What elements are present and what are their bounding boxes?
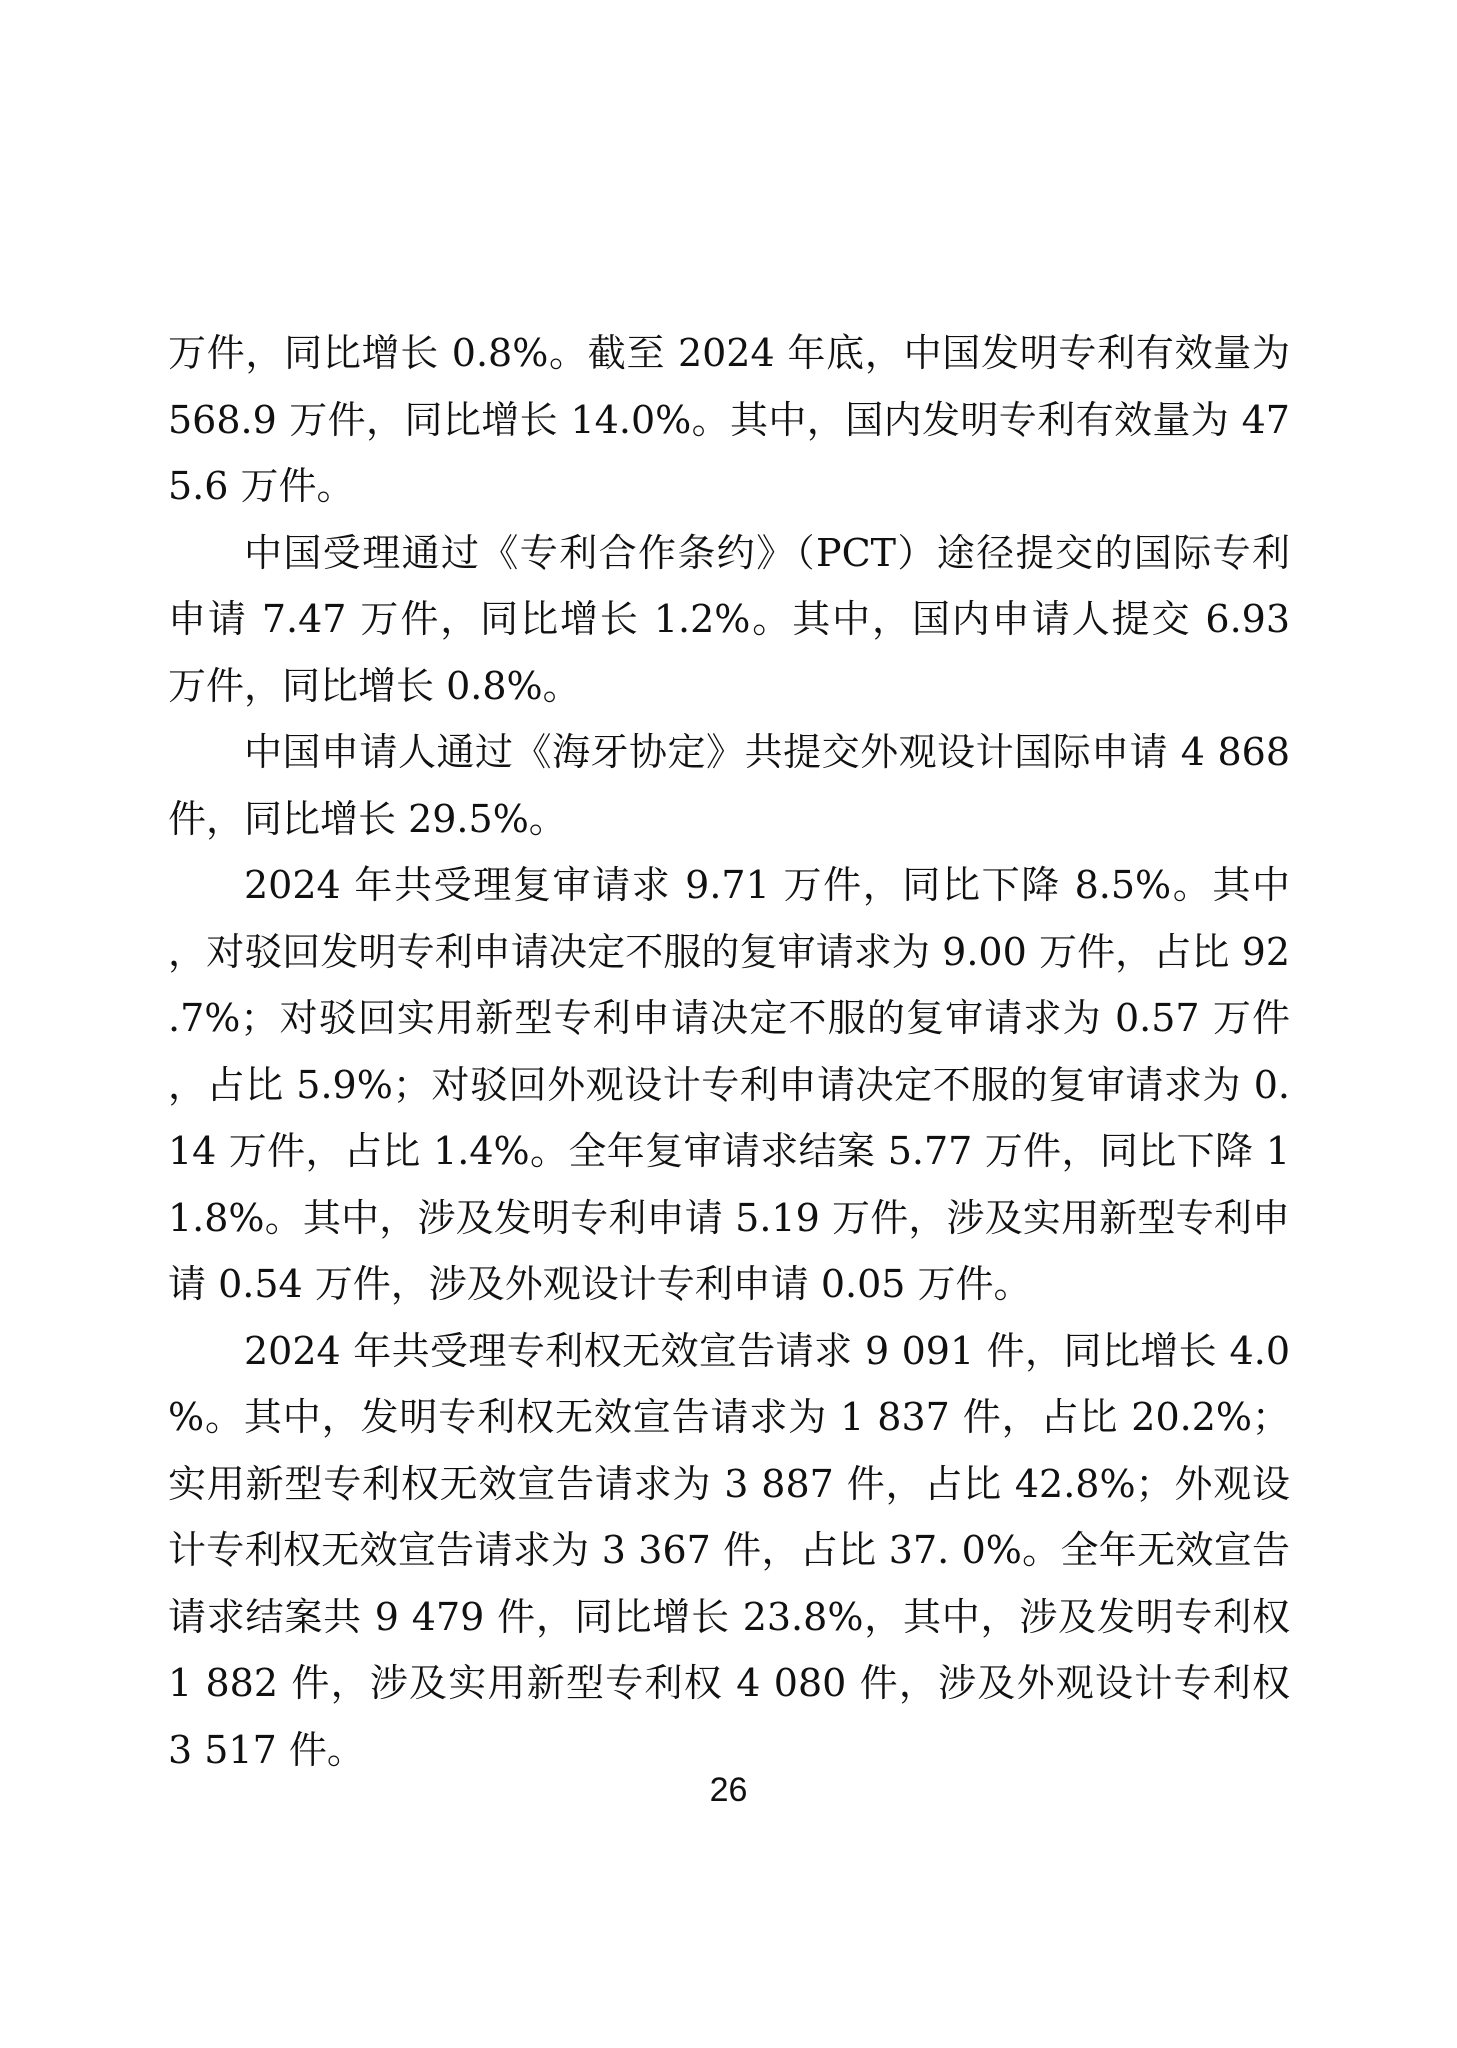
body-text — [168, 320, 1290, 1783]
paragraph-hague: 中国申请人通过《海牙协定》共提交外观设计国际申请 4 868 件，同比增长 29.5%。 — [168, 730, 1290, 841]
paragraph-pct: 中国受理通过《专利合作条约》（PCT）途径提交的国际专利申请 7.47 万件，同比增长 1.2%。其中，国内申请人提交 6.93 万件，同比增长 0.8%。 — [168, 530, 1290, 708]
paragraph-invalidation: 2024 年共受理专利权无效宣告请求 9 091 件，同比增长 4.0%。其中，发明专利权无效宣告请求为 1 837 件，占比 20.2%；实用新型专利权无效宣告请求为 3 887 件，占比 42.8%；外观设计专利权无效宣告请求为 3 367 件，占比 37. 0%。全年无效宣告请求结案共 9 479 件，同比增长 23.8%，其中，涉及发明专利权 1 882 件，涉及实用新型专利权 4 080 件，涉及外观设计专利权 3 517 件。 — [168, 1328, 1290, 1772]
page-number: 26 — [709, 1771, 748, 1809]
paragraph-reexamination: 2024 年共受理复审请求 9.71 万件，同比下降 8.5%。其中，对驳回发明专利申请决定不服的复审请求为 9.00 万件，占比 92.7%；对驳回实用新型专利申请决定不服的复审请求为 0.57 万件，占比 5.9%；对驳回外观设计专利申请决定不服的复审请求为 0.14 万件，占比 1.4%。全年复审请求结案 5.77 万件，同比下降 11.8%。其中，涉及发明专利申请 5.19 万件，涉及实用新型专利申请 0.54 万件，涉及外观设计专利申请 0.05 万件。 — [168, 863, 1290, 1306]
paragraph-continuation: 万件，同比增长 0.8%。截至 2024 年底，中国发明专利有效量为 568.9 万件，同比增长 14.0%。其中，国内发明专利有效量为 475.6 万件。 — [168, 331, 1290, 508]
